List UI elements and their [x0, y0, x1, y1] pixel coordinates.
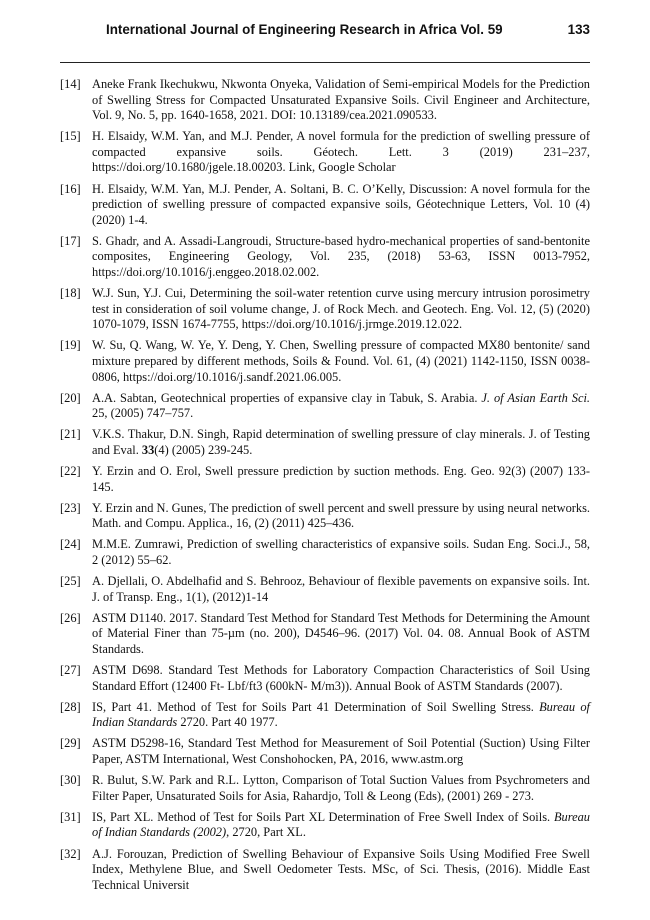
reference-list	[60, 77, 590, 899]
reference-italic-text: Bureau of Indian Standards	[92, 699, 590, 730]
reference-text	[92, 663, 590, 694]
reference-number: [25]	[60, 574, 81, 589]
reference-number: [24]	[60, 537, 81, 552]
reference-text	[92, 427, 590, 458]
reference-text-segment: Y. Erzin and O. Erol, Swell pressure prediction by suction methods. Eng. Geo. 92(3) (2007) 133-145.	[92, 464, 590, 494]
reference-italic-text: Bureau of Indian Standards (2002)	[92, 809, 590, 840]
reference-number: [17]	[60, 233, 81, 248]
reference-text	[92, 611, 590, 658]
reference-text-segment: S. Ghadr, and A. Assadi-Langroudi, Structure-based hydro-mechanical properties of sand-bentonite composites, Engineering Geology, Vol. 235, (2018) 53-63, ISSN 0013-7952, https://doi.org/10.1016/j.enggeo.2018.02.002.	[92, 233, 590, 280]
reference-text-segment: Y. Erzin and N. Gunes, The prediction of swell percent and swell pressure by using neural networks. Math. and Compu. Applica., 16, (2) (2011) 425–436.	[92, 500, 590, 531]
reference-number: [21]	[60, 427, 81, 442]
reference-text-segment: , 2720, Part XL.	[226, 825, 306, 840]
reference-text	[92, 736, 590, 767]
reference-item	[60, 501, 590, 532]
reference-number: [29]	[60, 736, 81, 751]
reference-text-segment: ASTM D1140. 2017. Standard Test Method for Standard Test Methods for Determining the Amount of Material Finer than 75-µm (no. 200), D4546–96. (2017) Vol. 04. 08. Annual Book of ASTM Standards.	[92, 610, 590, 656]
reference-text-segment: W.J. Sun, Y.J. Cui, Determining the soil-water retention curve using mercury intrusion porosimetry test in consideration of soil volume change, J. of Rock Mech. and Geotech. Eng. Vol. 12, (5) (2020) 1070-1079, ISSN 1674-7755, https://doi.org/10.1016/j.jrmge.2019.12.022.	[92, 286, 590, 332]
reference-number: [16]	[60, 181, 81, 196]
reference-text-segment: H. Elsaidy, W.M. Yan, and M.J. Pender, A novel formula for the prediction of swelling pressure of compacted expansive soils. Géotech. Lett. 3 (2019) 231–237, https://doi.org/10.1680/jgele.18.00203. Link, Google Scholar	[92, 129, 590, 175]
reference-number: [22]	[60, 464, 81, 479]
reference-item	[60, 427, 590, 458]
reference-number: [20]	[60, 390, 81, 405]
page-number: 133	[567, 22, 590, 37]
reference-text-segment: A. Djellali, O. Abdelhafid and S. Behrooz, Behaviour of flexible pavements on expansive soils. Int. J. of Transp. Eng., 1(1), (2012)1-14	[92, 574, 590, 604]
reference-number: [15]	[60, 129, 81, 144]
reference-text	[92, 77, 590, 124]
reference-italic-text: J. of Asian Earth Sci.	[481, 390, 590, 405]
reference-text	[92, 464, 590, 495]
reference-item	[60, 736, 590, 767]
reference-text-segment: H. Elsaidy, W.M. Yan, M.J. Pender, A. Soltani, B. C. O’Kelly, Discussion: A novel formula for the prediction of swelling pressure of compacted expansive soils, Géotechnique Letters, Vol. 10 (4) (2020) 1-4.	[92, 181, 590, 227]
reference-item	[60, 286, 590, 333]
reference-number: [30]	[60, 773, 81, 788]
reference-item	[60, 77, 590, 124]
reference-text-segment: IS, Part XL. Method of Test for Soils Part XL Determination of Free Swell Index of Soils.	[92, 809, 554, 824]
reference-text	[92, 847, 590, 894]
reference-text	[92, 234, 590, 281]
reference-number: [18]	[60, 286, 81, 301]
reference-item	[60, 700, 590, 731]
reference-text	[92, 129, 590, 176]
reference-item	[60, 773, 590, 804]
reference-text-segment: ASTM D5298-16, Standard Test Method for Measurement of Soil Potential (Suction) Using Filter Paper, ASTM International, West Conshohocken, PA, 2016, www.astm.org	[92, 736, 590, 767]
reference-text-segment: V.K.S. Thakur, D.N. Singh, Rapid determination of swelling pressure of clay minerals. J. of Testing and Eval.	[92, 427, 590, 457]
reference-text	[92, 574, 590, 605]
reference-text-segment: W. Su, Q. Wang, W. Ye, Y. Deng, Y. Chen, Swelling pressure of compacted MX80 bentonite/ sand mixture prepared by different methods, Soils & Found. Vol. 61, (4) (2021) 1142-1150, ISSN 0038-0806, https://doi.org/10.1016/j.sandf.2021.06.005.	[92, 338, 590, 384]
reference-text	[92, 286, 590, 333]
reference-text	[92, 700, 590, 731]
reference-number: [28]	[60, 699, 81, 714]
reference-number: [31]	[60, 809, 81, 824]
reference-number: [32]	[60, 846, 81, 861]
reference-item	[60, 847, 590, 894]
reference-text	[92, 182, 590, 229]
reference-item	[60, 182, 590, 229]
reference-number: [23]	[60, 500, 81, 515]
reference-text-segment: 25, (2005) 747–757.	[92, 406, 194, 421]
reference-item	[60, 129, 590, 176]
reference-text-segment: IS, Part 41. Method of Test for Soils Part 41 Determination of Soil Swelling Stress.	[92, 699, 540, 714]
reference-text	[92, 810, 590, 841]
reference-item	[60, 234, 590, 281]
reference-text-segment: (4) (2005) 239-245.	[154, 442, 253, 457]
reference-text-segment: ASTM D698. Standard Test Methods for Laboratory Compaction Characteristics of Soil Using Standard Effort (12400 Ft- Lbf/ft3 (600kN- M/m3)). Annual Book of ASTM Standards (2007).	[92, 663, 590, 693]
reference-item	[60, 338, 590, 385]
reference-number: [27]	[60, 663, 81, 678]
reference-text	[92, 391, 590, 422]
reference-text	[92, 501, 590, 532]
reference-bold-text: 33	[141, 442, 155, 457]
reference-item	[60, 391, 590, 422]
reference-text-segment: 2720. Part 40 1977.	[177, 715, 278, 730]
reference-text-segment: A.A. Sabtan, Geotechnical properties of expansive clay in Tabuk, S. Arabia.	[92, 390, 482, 405]
reference-item	[60, 663, 590, 694]
reference-item	[60, 537, 590, 568]
reference-number: [26]	[60, 610, 81, 625]
reference-text	[92, 338, 590, 385]
header-rule	[60, 62, 590, 63]
reference-text	[92, 537, 590, 568]
reference-text-segment: M.M.E. Zumrawi, Prediction of swelling characteristics of expansive soils. Sudan Eng. Soci.J., 58, 2 (2012) 55–62.	[92, 537, 590, 568]
reference-item	[60, 464, 590, 495]
reference-item	[60, 810, 590, 841]
reference-item	[60, 611, 590, 658]
reference-text	[92, 773, 590, 804]
reference-number: [19]	[60, 338, 81, 353]
reference-item	[60, 574, 590, 605]
reference-text-segment: Aneke Frank Ikechukwu, Nkwonta Onyeka, Validation of Semi-empirical Models for the Prediction of Swelling Stress for Compacted Unsaturated Expansive Soils. Civil Engineer and Architecture, Vol. 9, No. 5, pp. 1640-1658, 2021. DOI: 10.13189/cea.2021.090533.	[92, 77, 590, 123]
journal-title: International Journal of Engineering Research in Africa Vol. 59	[106, 22, 503, 37]
reference-text-segment: R. Bulut, S.W. Park and R.L. Lytton, Comparison of Total Suction Values from Psychrometers and Filter Paper, Unsaturated Soils for Asia, Rahardjo, Toll & Leong (Eds), (2001) 269 - 273.	[92, 773, 590, 803]
reference-number: [14]	[60, 77, 81, 91]
reference-text-segment: A.J. Forouzan, Prediction of Swelling Behaviour of Expansive Soils Using Modified Free Swell Index, Methylene Blue, and Swell Oedometer Tests. MSc, of Sci. Thesis, (2016). Middle East Technical Universit	[92, 846, 590, 892]
